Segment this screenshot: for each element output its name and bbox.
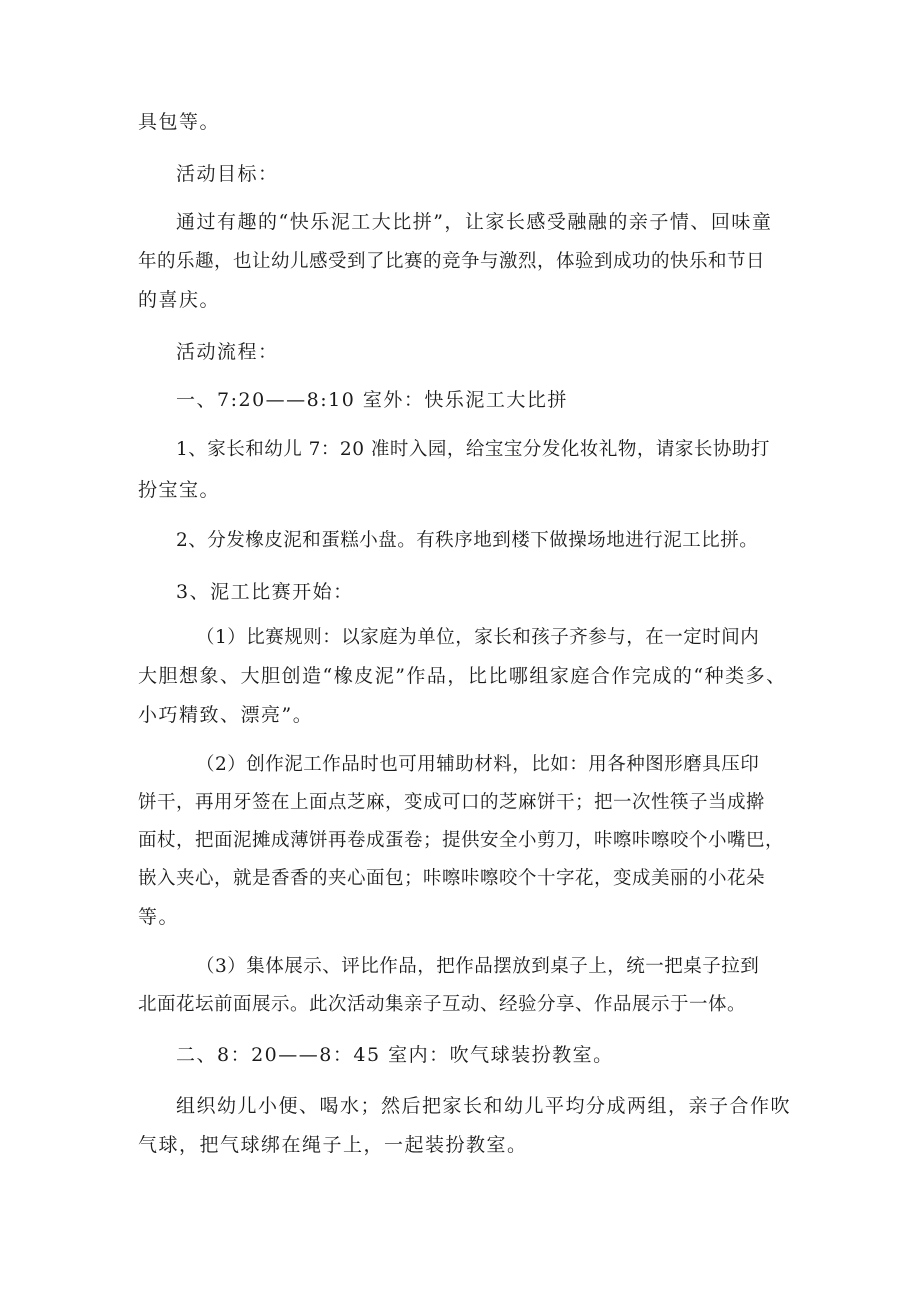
section-heading-goals: 活动目标： xyxy=(176,163,279,185)
text-line: 扮宝宝。 xyxy=(138,479,221,501)
text-line: 等。 xyxy=(138,906,180,928)
section-heading-process: 活动流程： xyxy=(176,341,279,363)
text-line: 组织幼儿小便、喝水；然后把家长和幼儿平均分成两组，亲子合作吹 xyxy=(176,1095,792,1117)
text-line: 具包等。 xyxy=(138,111,221,133)
text-line: 北面花坛前面展示。此次活动集亲子互动、经验分享、作品展示于一体。 xyxy=(138,994,747,1015)
text-line: （3）集体展示、评比作品，把作品摆放到桌子上，统一把桌子拉到 xyxy=(196,956,760,977)
text-line: （1）比赛规则：以家庭为单位，家长和孩子齐参与，在一定时间内 xyxy=(196,627,760,648)
text-line: 气球，把气球绑在绳子上，一起装扮教室。 xyxy=(138,1134,528,1156)
step-heading-two: 二、8：20——8：45 室内：吹气球装扮教室。 xyxy=(176,1044,614,1066)
text-line: 年的乐趣，也让幼儿感受到了比赛的竞争与激烈，体验到成功的快乐和节日 xyxy=(138,251,766,272)
text-line: 饼干，再用牙签在上面点芝麻，变成可口的芝麻饼干；把一次性筷子当成擀 xyxy=(138,792,766,813)
text-line: 3、泥工比赛开始： xyxy=(176,581,354,603)
text-line: 2、分发橡皮泥和蛋糕小盘。有秩序地到楼下做操场地进行泥工比拼。 xyxy=(176,530,759,551)
text-line: 小巧精致、漂亮”。 xyxy=(138,704,314,726)
text-line: 大胆想象、大胆创造“橡皮泥”作品，比比哪组家庭合作完成的“种类多、 xyxy=(138,665,787,687)
step-heading-one: 一、7:20——8:10 室外：快乐泥工大比拼 xyxy=(176,389,568,411)
text-line: 的喜庆。 xyxy=(138,289,221,311)
text-line: 面杖，把面泥摊成薄饼再卷成蛋卷；提供安全小剪刀，咔嚓咔嚓咬个小嘴巴， xyxy=(138,830,785,851)
text-line: 通过有趣的“快乐泥工大比拼”，让家长感受融融的亲子情、回味童 xyxy=(176,211,773,233)
text-line: 嵌入夹心，就是香香的夹心面包；咔嚓咔嚓咬个十字花，变成美丽的小花朵 xyxy=(138,868,766,889)
text-line: 1、家长和幼儿 7：20 准时入园，给宝宝分发化妆礼物，请家长协助打 xyxy=(176,439,770,460)
text-line: （2）创作泥工作品时也可用辅助材料，比如：用各种图形磨具压印 xyxy=(196,754,760,775)
